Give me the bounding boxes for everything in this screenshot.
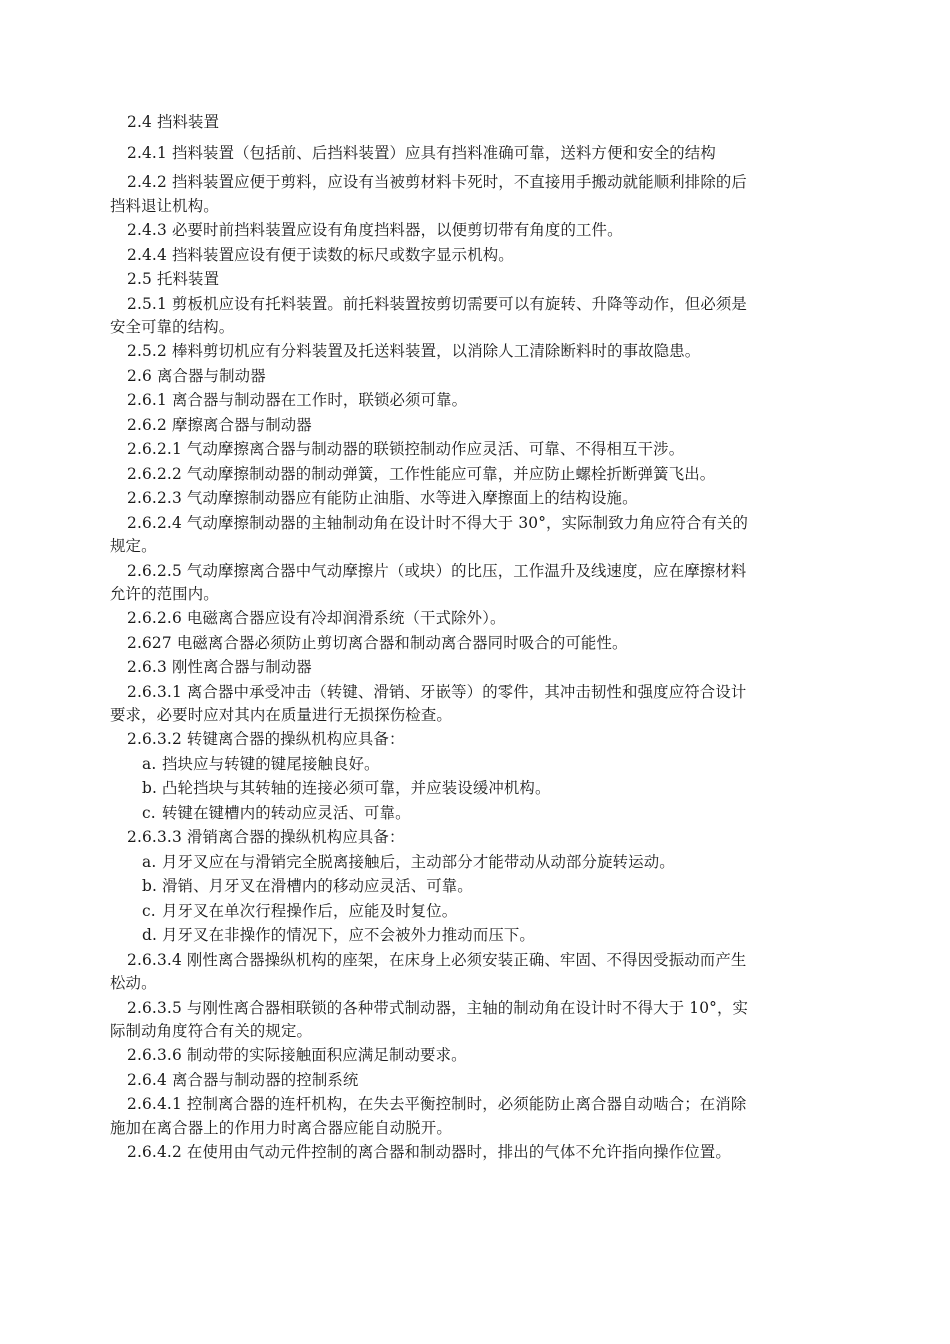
paragraph: 2.6.3.6 制动带的实际接触面积应满足制动要求。 <box>127 1046 467 1065</box>
list-item-text: 月牙叉应在与滑销完全脱离接触后，主动部分才能带动从动部分旋转运动。 <box>162 852 675 871</box>
list-item-text: 滑销、月牙叉在滑槽内的移动应灵活、可靠。 <box>162 877 473 896</box>
list-item <box>110 753 750 776</box>
list-item <box>110 777 750 800</box>
list-marker: c. <box>142 901 156 920</box>
paragraph: 2.4.2 挡料装置应便于剪料，应设有当被剪材料卡死时，不直接用手搬动就能顺利排除的后挡料退让机构。 <box>110 173 747 215</box>
paragraph: 2.4 挡料装置 <box>127 113 220 131</box>
paragraph: 2.4.3 必要时前挡料装置应设有角度挡料器，以便剪切带有角度的工件。 <box>127 221 623 240</box>
paragraph: 2.6.4.2 在使用由气动元件控制的离合器和制动器时，排出的气体不允许指向操作位置。 <box>127 1143 731 1162</box>
paragraph: 2.5.1 剪板机应设有托料装置。前托料装置按剪切需要可以有旋转、升降等动作，但必须是安全可靠的结构。 <box>110 294 747 336</box>
paragraph: 2.4.4 挡料装置应设有便于读数的标尺或数字显示机构。 <box>127 245 514 264</box>
paragraph: 2.6.3.3 滑销离合器的操纵机构应具备： <box>127 828 405 847</box>
list-item-text: 月牙叉在单次行程操作后，应能及时复位。 <box>162 901 458 920</box>
paragraph: 2.6.3 刚性离合器与制动器 <box>127 658 312 677</box>
list-item <box>110 802 750 825</box>
paragraph: 2.6.4 离合器与制动器的控制系统 <box>127 1070 359 1089</box>
paragraph: 2.6.3.1 离合器中承受冲击（转键、滑销、牙嵌等）的零件，其冲击韧性和强度应符合设计要求，必要时应对其内在质量进行无损探伤检查。 <box>110 682 747 724</box>
paragraph: 2.6.2.5 气动摩擦离合器中气动摩擦片（或块）的比压，工作温升及线速度，应在摩擦材料允许的范围内。 <box>110 561 747 603</box>
paragraph: 2.627 电磁离合器必须防止剪切离合器和制动离合器同时吸合的可能性。 <box>127 633 628 652</box>
paragraph: 2.4.1 挡料装置（包括前、后挡料装置）应具有挡料准确可靠，送料方便和安全的结构 <box>127 144 716 163</box>
document-body <box>110 111 750 1166</box>
list-marker: a. <box>142 754 157 773</box>
paragraph: 2.5 托料装置 <box>127 270 220 289</box>
list-item-text: 凸轮挡块与其转轴的连接必须可靠，并应装设缓冲机构。 <box>162 779 551 798</box>
list-item-text: 转键在键槽内的转动应灵活、可靠。 <box>162 803 411 822</box>
list-item <box>110 900 750 923</box>
paragraph: 2.6.2.1 气动摩擦离合器与制动器的联锁控制动作应灵活、可靠、不得相互干涉。 <box>127 440 685 459</box>
list-marker: b. <box>142 779 158 798</box>
paragraph: 2.6.2.4 气动摩擦制动器的主轴制动角在设计时不得大于 30°，实际制致力角应符合有关的规定。 <box>110 513 749 556</box>
paragraph: 2.6.3.4 刚性离合器操纵机构的座架，在床身上必须安装正确、牢固、不得因受振动而产生松动。 <box>110 950 747 993</box>
list-marker: b. <box>142 877 158 896</box>
paragraph: 2.6.1 离合器与制动器在工作时，联锁必须可靠。 <box>127 391 468 410</box>
list-item <box>110 875 750 898</box>
paragraph: 2.6 离合器与制动器 <box>127 366 266 385</box>
paragraph: 2.6.2 摩擦离合器与制动器 <box>127 415 312 434</box>
list-marker: d. <box>142 926 158 945</box>
paragraph: 2.6.2.3 气动摩擦制动器应有能防止油脂、水等进入摩擦面上的结构设施。 <box>127 489 638 508</box>
list-item <box>110 924 750 947</box>
paragraph: 2.6.3.2 转键离合器的操纵机构应具备： <box>127 730 405 749</box>
paragraph: 2.5.2 棒料剪切机应有分料装置及托送料装置，以消除人工清除断料时的事故隐患。 <box>127 342 701 361</box>
paragraph: 2.6.3.5 与刚性离合器相联锁的各种带式制动器，主轴的制动角在设计时不得大于 10°，实际制动角度符合有关的规定。 <box>110 998 749 1040</box>
paragraph: 2.6.2.6 电磁离合器应设有冷却润滑系统（干式除外）。 <box>127 609 506 628</box>
list-marker: a. <box>142 852 157 871</box>
paragraph: 2.6.2.2 气动摩擦制动器的制动弹簧，工作性能应可靠，并应防止螺栓折断弹簧飞出。 <box>127 464 716 483</box>
list-item <box>110 851 750 874</box>
list-item-text: 挡块应与转键的键尾接触良好。 <box>162 754 380 773</box>
list-item-text: 月牙叉在非操作的情况下，应不会被外力推动而压下。 <box>162 926 535 945</box>
list-marker: c. <box>142 803 156 822</box>
paragraph: 2.6.4.1 控制离合器的连杆机构，在失去平衡控制时，必须能防止离合器自动啮合；在消除施加在离合器上的作用力时离合器应能自动脱开。 <box>110 1095 747 1137</box>
